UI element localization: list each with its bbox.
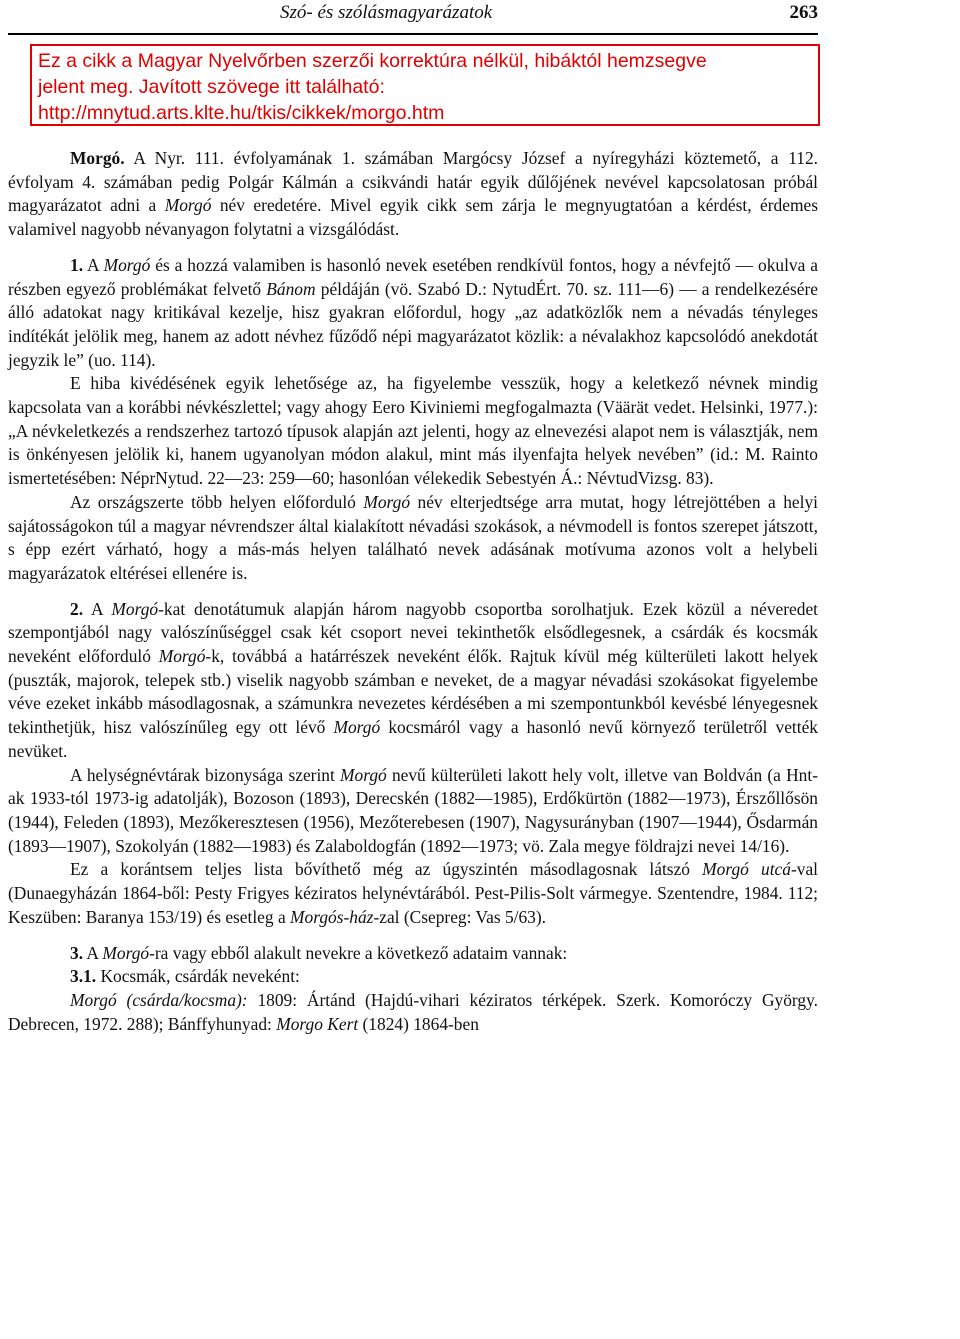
- notice-line-2: jelent meg. Javított szövege itt található:: [38, 76, 385, 98]
- section-1-paragraph: 1. A Morgó és a hozzá valamiben is hasonló nevek esetében rendkívül fontos, hogy a névfejtő — okulva a részben egyező problémákat felvető Bánom példáján (vö. Szabó D.: NytudÉrt. 70. sz. 111—6) — a rendelkezésére álló adatokat nagy kritikával kezelje, hisz gyakran előfordul, hogy „az adatközlők nem a névadás tényleges indítékát jelölik meg, hanem az adott névhez fűződő népi magyarázatot közlik: a névalakhoz kapcsolódó anekdotát jegyzik le” (uo. 114).: [8, 254, 818, 370]
- page-number: 263: [789, 2, 818, 23]
- section-number: 1.: [70, 254, 84, 275]
- notice-line-1: Ez a cikk a Magyar Nyelvőrben szerzői korrektúra nélkül, hibáktól hemzsegve: [38, 50, 707, 72]
- intro-paragraph: Morgó. A Nyr. 111. évfolyamának 1. számában Margócsy József a nyíregyházi köztemető, a 112. évfolyam 4. számában pedig Polgár Kálmán a csikvándi határ egyik dűlőjének nevével kapcsolatosan próbál magyarázatot adni a Morgó név eredetére. Mivel egyik cikk sem zárja le megnyugtatóan a kérdést, érdemes valamivel nagyobb névanyagon folytatni a vizsgálódást.: [8, 148, 818, 240]
- section-3-paragraph: 3. A Morgó-ra vagy ebből alakult nevekre a következő adataim vannak:: [70, 942, 568, 963]
- correction-notice-box: [30, 44, 820, 126]
- paragraph-inn-names: Morgó (csárda/kocsma): 1809: Ártánd (Hajdú-vihari kéziratos térképek. Szerk. Komoróczy György. Debrecen, 1972. 288); Bánffyhunyad: Morgo Kert (1824) 1864-ben: [8, 989, 818, 1034]
- article-body: [8, 147, 818, 1036]
- paragraph-kiviniemi: E hiba kivédésének egyik lehetősége az, ha figyelembe vesszük, hogy a keletkező névnek mindig kapcsolata van a korábbi névkészlettel; vagy ahogy Eero Kiviniemi megfogalmazta (Väärät vedet. Helsinki, 1977.): „A névkeletkezés a rendszerhez tartozó típusok alapján azt jelenti, hogy az elnevezési alapot nem is választják, nem is önkényesen jelölik ki, hanem ugyanolyan módon alakul, mint más ilyenfajta helyek nevében” (id.: M. Rainto ismertetésében: NéprNytud. 22—23: 259—60; hasonlóan vélekedik Sebestyén Á.: NévtudVizsg. 83).: [8, 373, 818, 489]
- section-3-1-paragraph: 3.1. Kocsmák, csárdák neveként:: [70, 966, 300, 987]
- section-number: 3.: [70, 942, 84, 963]
- notice-url[interactable]: http://mnytud.arts.klte.hu/tkis/cikkek/morgo.htm: [38, 102, 445, 124]
- section-2-paragraph: 2. A Morgó-kat denotátumuk alapján három nagyobb csoportba sorolhatjuk. Ezek közül a néveredet szempontjából nagy valószínűséggel csak két csoport nevei tekinthetők elsődlegesnek, a csárdák és kocsmák neveként előforduló Morgó-k, továbbá a határrészek neveként élők. Rajtuk kívül még külterületi lakott helyek (puszták, majorok, telepek stb.) viselik nagyobb számban e neveket, de a magyar névadási szokásokat figyelembe véve ezeket inkább másodlagosnak, a számunkra nevezetes kérdésében a mi szempontunkból kevésbé lényegesnek tekinthetjük, hisz valószínűleg egy ott lévő Morgó kocsmáról vagy a hasonló nevű környező területről vették nevüket.: [8, 598, 819, 761]
- paragraph-gazetteer: A helységnévtárak bizonysága szerint Morgó nevű külterületi lakott hely volt, illetve van Boldván (a Hnt-ak 1933-tól 1973-ig adatolják), Bozoson (1893), Derecskén (1882—1985), Erdőkürtön (1882—1973), Érszőllősön (1944), Feleden (1893), Mezőkeresztesen (1956), Mezőterebesen (1907), Nagysurányban (1907—1944), Ősdarmán (1893—1907), Szokolyán (1882—1983) és Zalaboldogfán (1892—1973; vö. Zala megye földrajzi nevei 14/16).: [8, 764, 818, 856]
- running-title: Szó- és szólásmagyarázatok: [280, 2, 493, 23]
- section-number: 2.: [70, 598, 84, 619]
- header-rule: [8, 33, 818, 35]
- paragraph-list-extension: Ez a korántsem teljes lista bővíthető még az úgyszintén másodlagosnak látszó Morgó utcá-val (Dunaegyházán 1864-ből: Pesty Frigyes kéziratos helynévtárából. Pest-Pilis-Solt vármegye. Szentendre, 1984. 112; Keszüben: Baranya 153/19) és esetleg a Morgós-ház-zal (Csepreg: Vas 5/63).: [8, 859, 818, 927]
- article-title: Morgó.: [70, 148, 125, 168]
- running-header: [8, 2, 818, 28]
- paragraph-namemodel: Az országszerte több helyen előforduló Morgó név elterjedtsége arra mutat, hogy létrejöttében a helyi sajátosságokon túl a magyar névrendszer által kialakított névadási szokások, a névmodell is fontos szerepet játszott, s épp ezért várható, hogy a más-más helyen található nevek adásának motívuma azonos volt a helybeli magyarázatok eltérései ellenére is.: [8, 491, 818, 583]
- section-number: 3.1.: [70, 966, 97, 987]
